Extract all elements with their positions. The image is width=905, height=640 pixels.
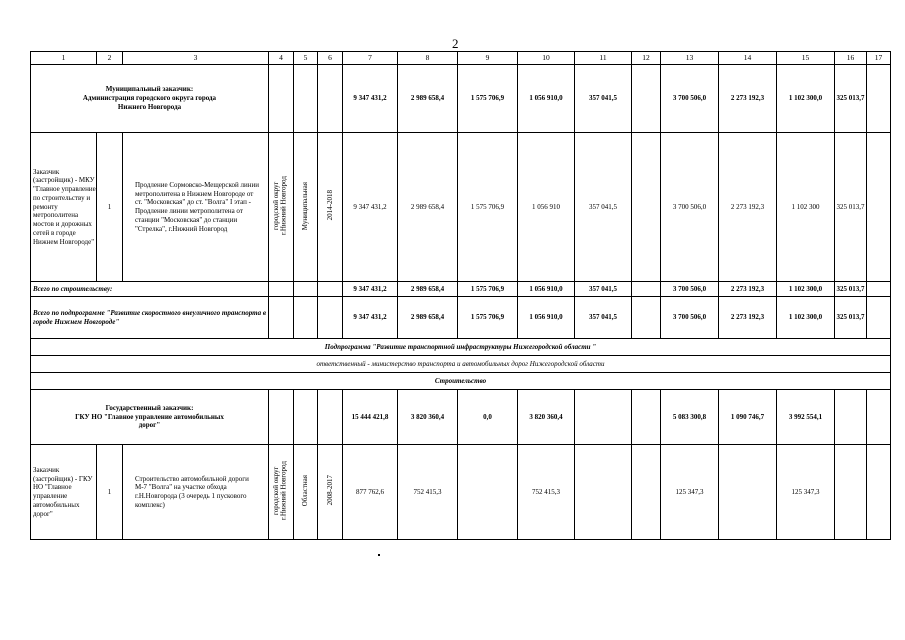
col-num: 17 <box>867 52 891 65</box>
value-cell <box>632 390 661 445</box>
construction-heading-row <box>31 373 891 390</box>
value-cell <box>835 390 867 445</box>
value-cell <box>632 65 661 133</box>
value-cell: 9 347 431,2 <box>343 65 398 133</box>
value-cell: 1 102 300,0 <box>777 282 835 297</box>
value-cell: 325 013,7 <box>835 133 867 282</box>
value-cell: 3 700 506,0 <box>661 133 719 282</box>
location-cell: городской округ г.Нижний Новгород <box>272 461 288 521</box>
responsible-row <box>31 356 891 373</box>
municipal-customer-row <box>31 65 891 133</box>
value-cell: 1 575 706,9 <box>458 133 518 282</box>
project-name: Строительство автомобильной дороги М-7 "Волга" на участке обхода г.Н.Новгорода (3 очередь 1 пускового комплекс) <box>123 445 269 540</box>
period-cell: 2014-2018 <box>325 190 334 221</box>
value-cell: 2 989 658,4 <box>398 133 458 282</box>
customer-cell: Заказчик (застройщик) - ГКУ НО "Главное управление автомобильных дорог" <box>31 445 97 540</box>
value-cell <box>632 297 661 339</box>
page-number: 2 <box>452 36 459 51</box>
col-num: 6 <box>318 52 343 65</box>
subprogram-heading-row <box>31 339 891 356</box>
value-cell: 3 700 506,0 <box>661 65 719 133</box>
value-cell <box>867 297 891 339</box>
total-subprogram-label: Всего по подпрограмме "Развитие скоростного внеуличного транспорта в городе Нижнем Новгороде" <box>31 297 269 339</box>
col-num: 12 <box>632 52 661 65</box>
col-num: 5 <box>294 52 318 65</box>
value-cell: 2 273 192,3 <box>719 297 777 339</box>
value-cell: 5 083 300,8 <box>661 390 719 445</box>
value-cell: 1 575 706,9 <box>458 297 518 339</box>
value-cell: 1 102 300,0 <box>777 65 835 133</box>
value-cell: 1 090 746,7 <box>719 390 777 445</box>
value-cell: 877 762,6 <box>343 445 398 540</box>
scan-speck <box>378 554 380 556</box>
value-cell <box>867 65 891 133</box>
period-cell: 2008-2017 <box>325 475 334 506</box>
value-cell: 9 347 431,2 <box>343 297 398 339</box>
value-cell: 2 273 192,3 <box>719 133 777 282</box>
value-cell: 1 102 300,0 <box>777 297 835 339</box>
value-cell <box>632 133 661 282</box>
value-cell: 752 415,3 <box>398 445 458 540</box>
col-num: 15 <box>777 52 835 65</box>
value-cell: 125 347,3 <box>661 445 719 540</box>
value-cell: 9 347 431,2 <box>343 133 398 282</box>
value-cell: 357 041,5 <box>575 133 632 282</box>
item-number: 1 <box>97 133 123 282</box>
item-number: 1 <box>97 445 123 540</box>
ownership-cell: Муниципальная <box>301 181 310 230</box>
state-customer-title: Государственный заказчик: ГКУ НО "Главное управление автомобильных дорог" <box>31 390 269 445</box>
col-num: 10 <box>518 52 575 65</box>
total-subprogram-row <box>31 297 891 339</box>
subprogram-heading: Подпрограмма "Развитие транспортной инфраструктуры Нижегородской области " <box>31 339 891 356</box>
col-num: 14 <box>719 52 777 65</box>
road-project-row <box>31 445 891 540</box>
value-cell: 2 273 192,3 <box>719 65 777 133</box>
value-cell: 325 013,7 <box>835 297 867 339</box>
value-cell: 357 041,5 <box>575 282 632 297</box>
value-cell: 1 056 910,0 <box>518 297 575 339</box>
value-cell: 2 989 658,4 <box>398 297 458 339</box>
col-num: 4 <box>269 52 294 65</box>
state-customer-row <box>31 390 891 445</box>
value-cell: 1 056 910 <box>518 133 575 282</box>
value-cell <box>575 445 632 540</box>
value-cell: 357 041,5 <box>575 65 632 133</box>
value-cell: 752 415,3 <box>518 445 575 540</box>
value-cell <box>867 282 891 297</box>
municipal-customer-title: Муниципальный заказчик: Администрация городского округа города Нижнего Новгорода <box>31 65 269 133</box>
value-cell <box>835 445 867 540</box>
value-cell <box>719 445 777 540</box>
value-cell <box>867 445 891 540</box>
value-cell: 1 102 300 <box>777 133 835 282</box>
value-cell <box>575 390 632 445</box>
metro-project-row <box>31 133 891 282</box>
value-cell: 357 041,5 <box>575 297 632 339</box>
construction-heading: Строительство <box>31 373 891 390</box>
value-cell: 2 989 658,4 <box>398 282 458 297</box>
value-cell: 325 013,7 <box>835 282 867 297</box>
col-num: 2 <box>97 52 123 65</box>
col-num: 11 <box>575 52 632 65</box>
value-cell: 2 989 658,4 <box>398 65 458 133</box>
column-number-row <box>31 52 891 65</box>
value-cell: 3 820 360,4 <box>518 390 575 445</box>
value-cell <box>867 390 891 445</box>
value-cell: 3 700 506,0 <box>661 297 719 339</box>
col-num: 16 <box>835 52 867 65</box>
customer-cell: Заказчик (застройщик) - МКУ "Главное управление по строительству и ремонту метрополитена мостов и дорожных сетей в городе Нижнем Новгороде" <box>31 133 97 282</box>
col-num: 13 <box>661 52 719 65</box>
value-cell: 125 347,3 <box>777 445 835 540</box>
ownership-cell: Областная <box>301 474 310 507</box>
value-cell: 1 575 706,9 <box>458 65 518 133</box>
value-cell: 15 444 421,8 <box>343 390 398 445</box>
value-cell: 9 347 431,2 <box>343 282 398 297</box>
location-cell: городской округ г.Нижний Новгород <box>272 176 288 236</box>
value-cell <box>632 445 661 540</box>
responsible-text: ответственный - министерство транспорта и автомобильных дорог Нижегородской области <box>31 356 891 373</box>
value-cell: 3 820 360,4 <box>398 390 458 445</box>
total-construction-label: Всего по строительству: <box>31 282 269 297</box>
col-num: 9 <box>458 52 518 65</box>
project-name: Продление Сормовско-Мещерской линии метрополитена в Нижнем Новгороде от ст. "Московская" до ст. "Волга" I этап - Продление линии метрополитена от станции "Московская" до станции "Стрелка", г.Нижний Новгород <box>123 133 269 282</box>
value-cell <box>632 282 661 297</box>
col-num: 7 <box>343 52 398 65</box>
value-cell: 1 056 910,0 <box>518 282 575 297</box>
col-num: 8 <box>398 52 458 65</box>
col-num: 3 <box>123 52 269 65</box>
value-cell <box>867 133 891 282</box>
total-construction-row <box>31 282 891 297</box>
value-cell: 2 273 192,3 <box>719 282 777 297</box>
col-num: 1 <box>31 52 97 65</box>
value-cell: 3 700 506,0 <box>661 282 719 297</box>
value-cell: 3 992 554,1 <box>777 390 835 445</box>
value-cell: 325 013,7 <box>835 65 867 133</box>
value-cell: 1 575 706,9 <box>458 282 518 297</box>
value-cell <box>458 445 518 540</box>
value-cell: 0,0 <box>458 390 518 445</box>
value-cell: 1 056 910,0 <box>518 65 575 133</box>
budget-table <box>30 51 891 540</box>
